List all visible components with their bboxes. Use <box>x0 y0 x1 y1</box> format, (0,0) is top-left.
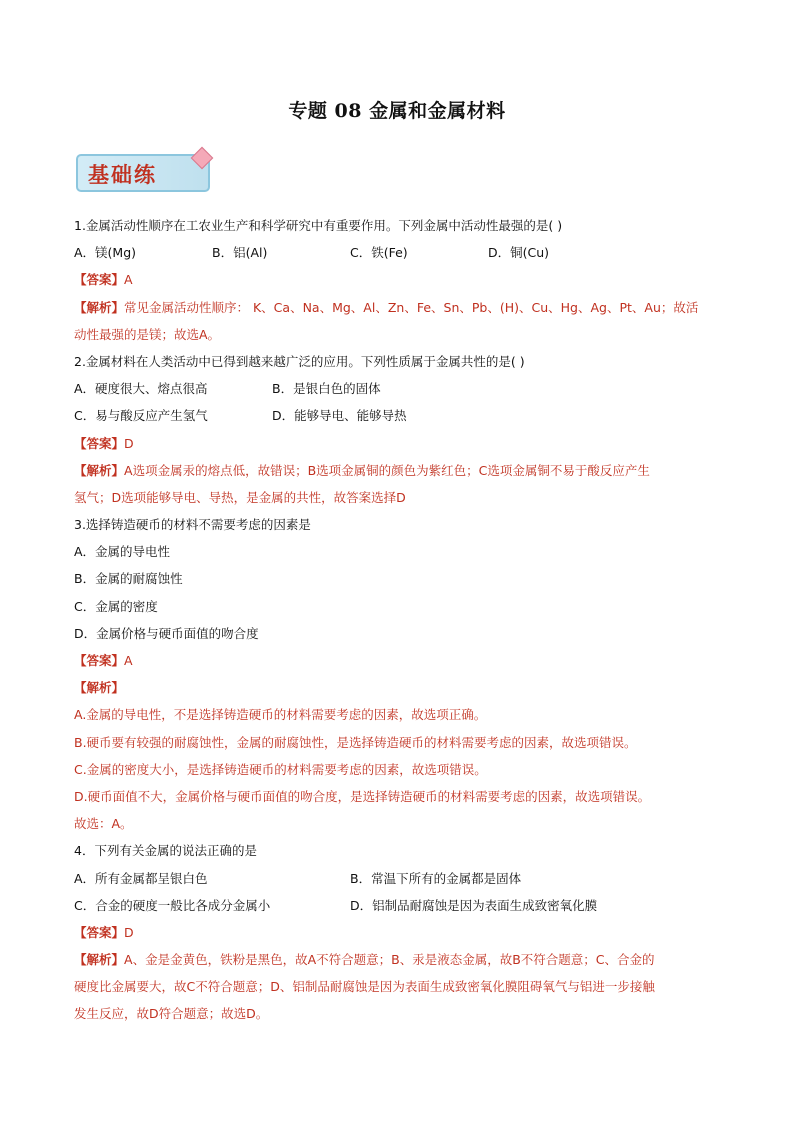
option-d: D．金属价格与硬币面值的吻合度 <box>74 625 259 641</box>
analysis-text: A选项金属汞的熔点低，故错误；B选项金属铜的颜色为紫红色；C选项金属铜不易于酸反应产生 <box>124 462 650 478</box>
analysis-text: 氢气；D选项能够导电、导热，是金属的共性，故答案选择D <box>74 489 406 505</box>
question-1-answer <box>74 266 724 293</box>
question-4-answer <box>74 919 724 946</box>
analysis-text: 动性最强的是镁；故选A。 <box>74 326 221 342</box>
option-c: C．合金的硬度一般比各成分金属小 <box>74 897 271 913</box>
answer-value: D <box>124 924 134 940</box>
option-a: A．金属的导电性 <box>74 544 171 560</box>
answer-value: A <box>124 653 133 668</box>
analysis-text: B.硬币要有较强的耐腐蚀性，金属的耐腐蚀性，是选择铸造硬币的材料需要考虑的因素，故选项错误。 <box>74 734 637 750</box>
analysis-label: 【解析】 <box>74 299 125 315</box>
question-2-options-row-2 <box>74 402 724 429</box>
option-c: C．金属的密度 <box>74 598 158 614</box>
question-2-analysis <box>74 457 724 484</box>
question-2-options-row-1 <box>74 375 724 402</box>
answer-value: D <box>124 435 134 451</box>
question-4-options-row-1 <box>74 865 724 892</box>
option-c: C．铁(Fe) <box>350 245 408 261</box>
option-b: B．金属的耐腐蚀性 <box>74 571 183 587</box>
answer-label: 【答案】 <box>74 653 125 668</box>
option-a: A．硬度很大、熔点很高 <box>74 381 208 397</box>
question-3-answer <box>74 647 724 674</box>
question-4-options-row-2 <box>74 892 724 919</box>
option-b: B．是银白色的固体 <box>272 381 381 397</box>
analysis-text: 常见金属活动性顺序： K、Ca、Na、Mg、Al、Zn、Fe、Sn、Pb、(H)、Cu、Hg、Ag、Pt、Au；故活 <box>124 299 699 315</box>
option-d: D．铜(Cu) <box>488 245 550 261</box>
analysis-text: 发生反应，故D符合题意；故选D。 <box>74 1006 269 1022</box>
question-1-analysis <box>74 294 724 321</box>
option-b: B．铝(Al) <box>212 245 268 261</box>
answer-label: 【答案】 <box>74 435 125 451</box>
question-4-stem: 4．下列有关金属的说法正确的是 <box>74 843 257 859</box>
question-1-stem: 1.金属活动性顺序在工农业生产和科学研究中有重要作用。下列金属中活动性最强的是( ) <box>74 218 563 233</box>
question-4-analysis <box>74 946 724 973</box>
analysis-text: D.硬币面值不大，金属价格与硬币面值的吻合度，是选择铸造硬币的材料需要考虑的因素，故选项错误。 <box>74 788 651 804</box>
option-d: D．能够导电、能够导热 <box>272 408 407 424</box>
analysis-label: 【解析】 <box>74 680 125 696</box>
option-c: C．易与酸反应产生氢气 <box>74 408 208 424</box>
badge-label: 基础练 <box>88 162 157 187</box>
analysis-text: A.金属的导电性，不是选择铸造硬币的材料需要考虑的因素，故选项正确。 <box>74 707 487 723</box>
answer-label: 【答案】 <box>74 924 125 940</box>
section-badge <box>76 150 210 190</box>
question-1-options <box>74 239 724 266</box>
option-a: A．所有金属都呈银白色 <box>74 870 208 886</box>
analysis-label: 【解析】 <box>74 462 125 478</box>
question-3-stem: 3.选择铸造硬币的材料不需要考虑的因素是 <box>74 517 311 533</box>
option-a: A．镁(Mg) <box>74 245 137 261</box>
question-3-analysis <box>74 674 724 701</box>
option-d: D．铝制品耐腐蚀是因为表面生成致密氧化膜 <box>350 897 598 913</box>
analysis-text: 故选：A。 <box>74 816 133 832</box>
analysis-label: 【解析】 <box>74 952 125 968</box>
page-title: 专题 08 金属和金属材料 <box>288 100 506 122</box>
option-b: B．常温下所有的金属都是固体 <box>350 870 522 886</box>
answer-value: A <box>124 272 133 288</box>
answer-label: 【答案】 <box>74 272 125 288</box>
analysis-text: 硬度比金属要大，故C不符合题意；D、铝制品耐腐蚀是因为表面生成致密氧化膜阻碍氧气与铝进一步接触 <box>74 979 655 995</box>
question-2-stem: 2.金属材料在人类活动中已得到越来越广泛的应用。下列性质属于金属共性的是( ) <box>74 353 525 369</box>
question-2-answer <box>74 430 724 457</box>
question-list <box>74 212 724 1028</box>
analysis-text: A、金是金黄色，铁粉是黑色，故A不符合题意；B、汞是液态金属，故B不符合题意；C、合金的 <box>124 952 655 968</box>
analysis-text: C.金属的密度大小，是选择铸造硬币的材料需要考虑的因素，故选项错误。 <box>74 761 487 777</box>
